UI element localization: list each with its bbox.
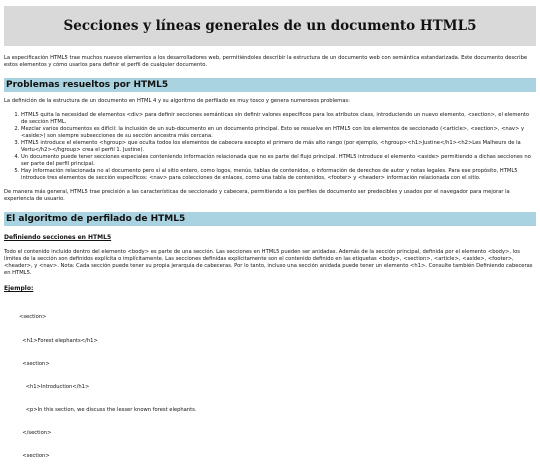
page-title: Secciones y líneas generales de un documento HTML5 [63, 17, 477, 34]
section-heading-problems: Problemas resueltos por HTML5 [6, 79, 169, 90]
code-line: <section> [19, 314, 47, 321]
list-item: 3. HTML5 introduce el elemento <hgroup> que oculta todos los elementos de cabecera excepto el primero de más alto rango (por ejemplo, <hgroup><h1>Justine</h1><h2>Les Malheurs de la Vertu</h2></hgroup> crea el perfil 1. Justine). [21, 140, 536, 154]
code-line: <section> [19, 453, 50, 460]
problems-paragraph: La definición de la estructura de un documento en HTML 4 y su algoritmo de perfilado es muy tosco y genera numerosos problemas: [4, 98, 350, 104]
intro-paragraph: La especificación HTML5 trae muchos nuevos elementos a los desarrolladores web, permitiéndoles describir la estructura de un documento web con semántica estandarizada. Este documento describe estos elementos y cómo usarlos para definir el perfil de cualquier documento. [4, 55, 528, 68]
section-heading-bar [4, 78, 536, 92]
content [0, 55, 540, 476]
problems-list [4, 112, 536, 182]
code-line: <h1>Introduction</h1> [19, 383, 90, 390]
section-heading-bar [4, 212, 536, 226]
code-example [4, 299, 536, 476]
list-item: 2. Mezclar varios documentos es difícil: la inclusión de un sub-documento en un documento principal. Esto se resuelve en HTML5 con los elementos de seccionado (<article>, <section>, <nav> y <aside>) son siempre subsecciones de su sección ancestra más cercana. [21, 126, 536, 140]
code-line: <p>In this section, we discuss the lesser known forest elephants. [19, 406, 197, 413]
code-line: <section> [19, 360, 50, 367]
title-banner [4, 6, 536, 46]
list-item: 1. HTML5 quita la necesidad de elementos <div> para definir secciones semánticas sin definir valores específicos para los atributos class, introduciendo un nuevo elemento, <section>, el elemento de sección HTML. [21, 112, 536, 126]
defining-paragraph: Todo el contenido incluido dentro del elemento <body> es parte de una sección. Las secciones en HTML5 pueden ser anidadas. Además de la sección principal, definida por el elemento <body>, los límites de la sección son definidos explícita o implícitamente. Las secciones definidas explícitamente son el contenido definido en las etiquetas <body>, <section>, <article>, <aside>, <footer>, <header>, y <nav>. Nota: Cada sección puede tener su propia jerarquía de cabeceras. Por lo tanto, incluso una sección anidada puede tener un elemento <h1>. Consulte también Definiendo cabeceras en HTML5. [4, 249, 533, 276]
section-heading-algorithm: El algoritmo de perfilado de HTML5 [6, 213, 186, 224]
closing-paragraph: De manera más general, HTML5 trae precisión a las características de seccionado y cabecera, permitiendo a los perfiles de documento ser predecibles y usados por el navegador para mejorar la experiencia de usuario. [4, 189, 510, 202]
example-label: Ejemplo: [4, 285, 34, 292]
subheading-defining-sections: Definiendo secciones en HTML5 [4, 234, 112, 241]
list-item: 4. Un documento puede tener secciones especiales conteniendo información relacionada que no es parte del flujo principal. HTML5 introduce el elemento <aside> permitiendo a dichas secciones no ser parte del perfil principal. [21, 154, 536, 168]
list-item: 5. Hay información relacionada no al documento pero sí al sitio entero, como logos, menús, tablas de contenidos, o información de derechos de autor y notas legales. Para ese propósito, HTML5 introduce tres elementos de sección específicos: <nav> para colecciones de enlaces, como una tabla de contenidos, <footer> y <header> información relacionada con el sitio. [21, 168, 536, 182]
code-line: </section> [19, 429, 52, 436]
page [0, 6, 540, 476]
code-line: <h1>Forest elephants</h1> [19, 337, 98, 344]
